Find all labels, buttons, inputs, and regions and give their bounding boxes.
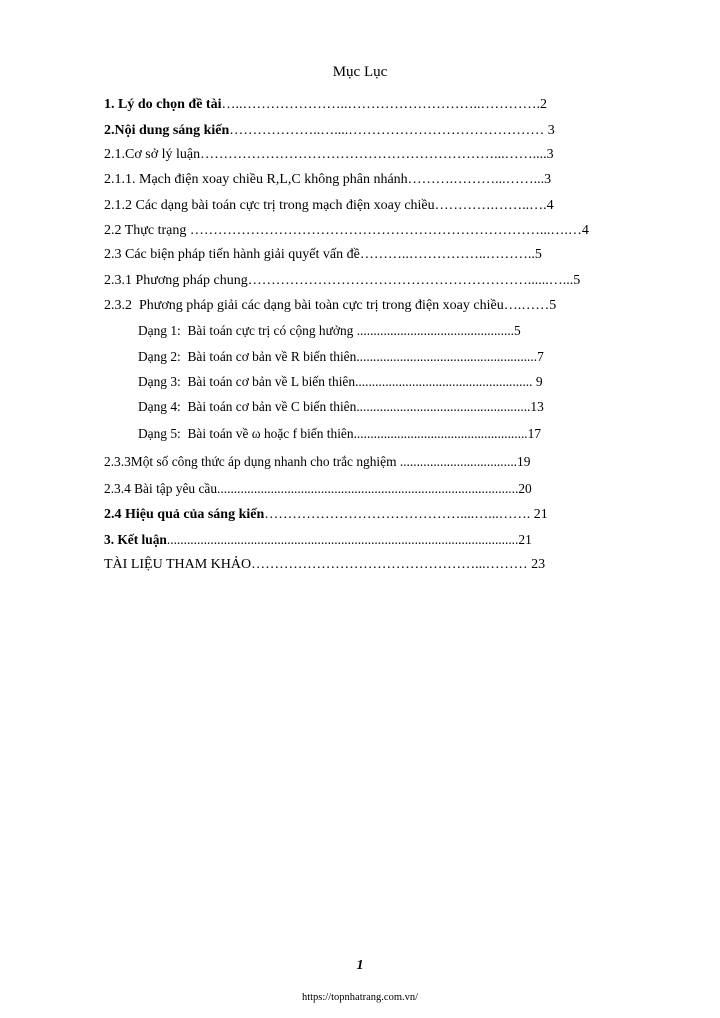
toc-entry[interactable] — [138, 348, 544, 366]
toc-entry-leader-page: ……………………………………....…...……. 21 — [264, 507, 548, 522]
toc-entry-leader-page: …………………………………………...……… 23 — [251, 557, 546, 572]
toc-entry-leader-page: ……………………………………………………......…...5 — [247, 273, 581, 288]
toc-entry-label: 2.3.2 Phương pháp giải các dạng bài toàn cực trị trong điện xoay chiều — [104, 298, 504, 313]
toc-entry[interactable] — [138, 425, 541, 443]
toc-entry[interactable] — [104, 272, 580, 290]
toc-entry-label: 2.4 Hiệu quả của sáng kiến — [104, 507, 265, 522]
toc-entry[interactable] — [104, 453, 530, 471]
toc-entry-label: Dạng 3: Bài toán cơ bản về L biến thiên — [138, 374, 356, 389]
toc-entry-leader-page: ………………..…....…………………………………… 3 — [229, 123, 555, 138]
toc-entry[interactable] — [138, 322, 521, 340]
toc-entry-label: 2.3.3Một số công thức áp dụng nhanh cho trắc nghiệm — [104, 454, 397, 469]
toc-entry-leader-page: ….……5 — [503, 298, 557, 313]
toc-entry[interactable] — [138, 398, 544, 416]
toc-entry-leader-page: …..…………………..………………………..………….2 — [221, 97, 547, 112]
toc-entry[interactable] — [104, 480, 532, 498]
toc-entry-leader-page: ..........................................................................................20 — [217, 481, 532, 496]
toc-entry-label: 2.3.1 Phương pháp chung — [104, 273, 248, 288]
toc-entry[interactable] — [104, 531, 532, 549]
toc-entry-label: 2.1.2 Các dạng bài toán cực trị trong mạch điện xoay chiều — [104, 198, 435, 213]
toc-entry-leader-page: ...................................19 — [396, 454, 531, 469]
footer-url[interactable]: https://topnhatrang.com.vn/ — [301, 992, 419, 1003]
toc-entry[interactable] — [104, 556, 545, 574]
toc-entry[interactable] — [104, 246, 542, 264]
toc-entry-leader-page: ......................................................7 — [356, 349, 544, 364]
toc-entry-label: 2.1.1. Mạch điện xoay chiều R,L,C không phân nhánh — [104, 172, 408, 187]
toc-entry-leader-page: ………..……………..………..5 — [359, 247, 542, 262]
toc-entry-label: 2.2 Thực trạng — [104, 223, 187, 238]
toc-entry-label: Dạng 5: Bài toán về ω hoặc f biến thiên — [138, 426, 354, 441]
toc-entry-label: TÀI LIỆU THAM KHẢO — [104, 557, 252, 572]
toc-entry-leader-page: ……….………...……...3 — [407, 172, 552, 187]
toc-entry[interactable] — [104, 96, 547, 114]
toc-entry-label: 2.Nội dung sáng kiến — [104, 123, 230, 138]
toc-entry-label: Dạng 2: Bài toán cơ bản về R biến thiên — [138, 349, 357, 364]
toc-entry-label: Dạng 1: Bài toán cực trị có cộng hưởng — [138, 323, 354, 338]
toc-entry-leader-page: …………………………………………………………………...….…4 — [186, 223, 589, 238]
toc-entry-label: 2.3 Các biện pháp tiến hành giải quyết vấn đề — [104, 247, 360, 262]
toc-entry[interactable] — [104, 222, 589, 240]
toc-entry-leader-page: .........................................................................................................21 — [166, 532, 532, 547]
toc-entry[interactable] — [104, 122, 555, 140]
toc-entry-label: 3. Kết luận — [104, 532, 167, 547]
toc-entry-leader-page: ………….……..….4 — [434, 198, 554, 213]
toc-entry[interactable] — [104, 146, 554, 164]
page-number: 1 — [356, 958, 364, 973]
toc-entry-leader-page: ....................................................13 — [356, 399, 544, 414]
toc-entry-leader-page: ...............................................5 — [353, 323, 521, 338]
toc-entry-label: 2.1.Cơ sở lý luận — [104, 147, 201, 162]
toc-entry-label: Dạng 4: Bài toán cơ bản về C biến thiên — [138, 399, 357, 414]
toc-entry-leader-page: ..................................................... 9 — [355, 374, 543, 389]
toc-entry[interactable] — [104, 171, 551, 189]
toc-entry[interactable] — [138, 373, 543, 391]
toc-entry-label: 1. Lý do chọn đề tài — [104, 97, 222, 112]
toc-entry-label: 2.3.4 Bài tập yêu cầu — [104, 481, 218, 496]
toc-entry-leader-page: ....................................................17 — [353, 426, 542, 441]
toc-entry-leader-page: ………………………………………………………...……....3 — [200, 147, 554, 162]
toc-entry[interactable] — [104, 197, 554, 215]
toc-entry[interactable] — [104, 506, 548, 524]
toc-entry[interactable] — [104, 297, 556, 315]
toc-title: Mục Lục — [332, 64, 388, 80]
